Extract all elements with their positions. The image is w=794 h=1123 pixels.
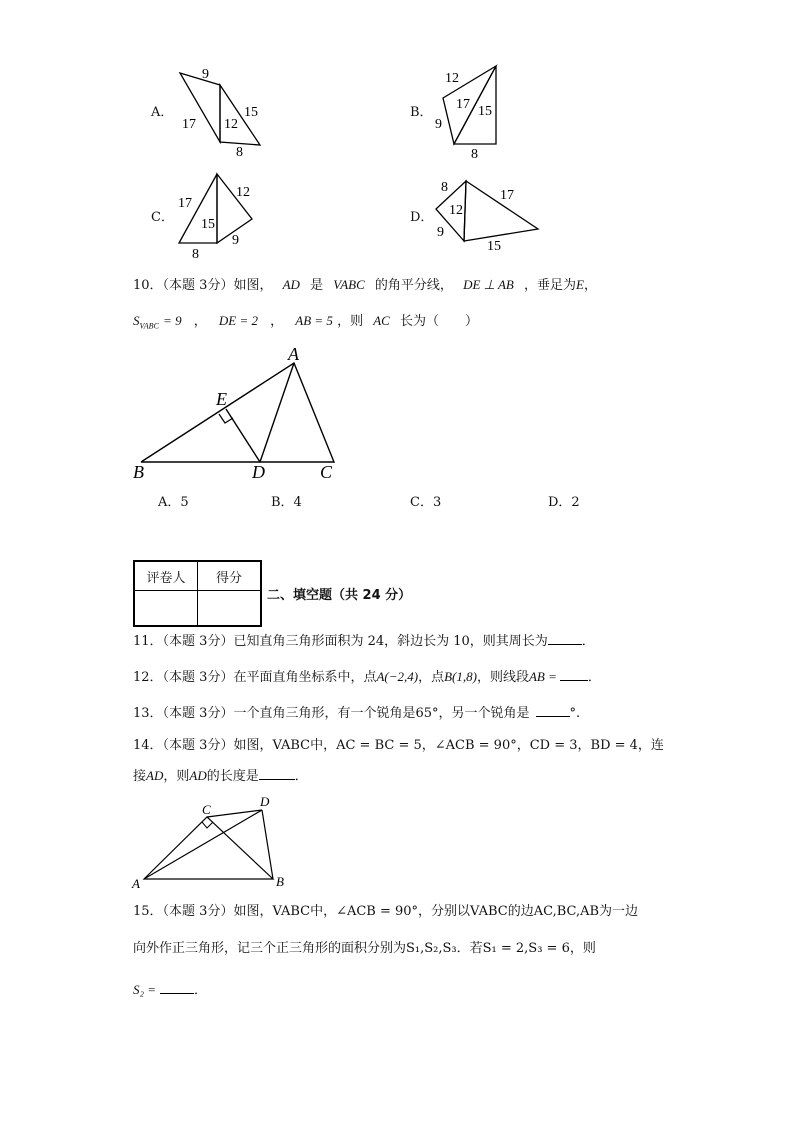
side-label: 12 xyxy=(445,71,459,86)
q10-option-d[interactable]: D．2 xyxy=(548,495,580,510)
side-label: 17 xyxy=(178,196,192,211)
label-b: B xyxy=(276,874,284,889)
side-label: 9 xyxy=(202,67,209,82)
grader-header: 评卷人 xyxy=(134,561,198,591)
side-label: 12 xyxy=(449,203,463,218)
question-15-line-3: S₂ = ． xyxy=(133,982,208,998)
side-label: 8 xyxy=(192,247,199,262)
label-d: D xyxy=(260,794,270,809)
segment-cd xyxy=(207,810,262,817)
segment-db xyxy=(262,810,273,879)
side-label: 8 xyxy=(236,145,243,160)
question-15-line-1: 15．（本题 3分）如图，VABC中，∠ACB = 90°，分别以VABC的边AC,BC,AB为一边 xyxy=(133,904,639,919)
option-d-label: D． xyxy=(410,210,434,225)
question-10-line-2: $S_{VABC} = 9$ ， DE = 2 ， AB = 5 ，则 AC 长为（ ） xyxy=(133,313,479,331)
side-label: 15 xyxy=(487,239,501,254)
side-label: 9 xyxy=(232,233,239,248)
label-d: D xyxy=(252,462,265,482)
side-label: 17 xyxy=(182,117,196,132)
question-11: 11．（本题 3分）已知直角三角形面积为 24，斜边长为 10，则其周长为 ． xyxy=(133,634,595,649)
side-label: 9 xyxy=(435,117,442,132)
label-a: A xyxy=(132,876,140,891)
option-c-label: C． xyxy=(151,210,174,225)
side-label: 12 xyxy=(224,117,238,132)
question-10-line-1: 10．（本题 3分）如图， AD 是 VABC 的角平分线， DE ⊥ AB ，垂足为E， xyxy=(133,277,597,293)
side-label: 17 xyxy=(456,97,470,112)
question-14-line-2: 接AD，则AD的长度是 ． xyxy=(133,768,308,784)
score-header: 得分 xyxy=(198,561,262,591)
option-a-label: A． xyxy=(151,105,174,120)
right-angle-mark xyxy=(202,822,213,828)
label-b: B xyxy=(133,462,144,482)
question-15-line-2: 向外作正三角形，记三个正三角形的面积分别为S₁,S₂,S₃．若S₁ = 2,S₃ = 6，则 xyxy=(133,941,596,956)
side-label: 17 xyxy=(500,188,514,203)
section-title: 二、填空题（共 24 分） xyxy=(267,588,412,603)
side-label: 12 xyxy=(236,185,250,200)
q10-option-a[interactable]: A．5 xyxy=(158,495,189,510)
side-label: 15 xyxy=(478,104,492,119)
question-14-line-1: 14．（本题 3分）如图，VABC中，AC = BC = 5，∠ACB = 90°，CD = 3，BD = 4，连 xyxy=(133,738,664,753)
answer-blank[interactable] xyxy=(160,993,194,994)
option-b-label: B． xyxy=(410,105,433,120)
side-label: 8 xyxy=(471,147,478,162)
q10-option-c[interactable]: C．3 xyxy=(410,495,442,510)
q10-option-b[interactable]: B．4 xyxy=(271,495,302,510)
side-label: 8 xyxy=(441,180,448,195)
side-label: 15 xyxy=(244,105,258,120)
side-label: 15 xyxy=(201,217,215,232)
label-e: E xyxy=(216,389,227,409)
label-a: A xyxy=(288,344,299,364)
question-12: 12．（本题 3分）在平面直角坐标系中，点A(−2,4)，点B(1,8)，则线段AB = ． xyxy=(133,669,601,685)
label-c: C xyxy=(202,802,211,817)
question-13: 13．（本题 3分）一个直角三角形，有一个锐角是65°，另一个锐角是 °. xyxy=(133,706,581,721)
side-label: 9 xyxy=(437,225,444,240)
label-c: C xyxy=(320,462,333,482)
